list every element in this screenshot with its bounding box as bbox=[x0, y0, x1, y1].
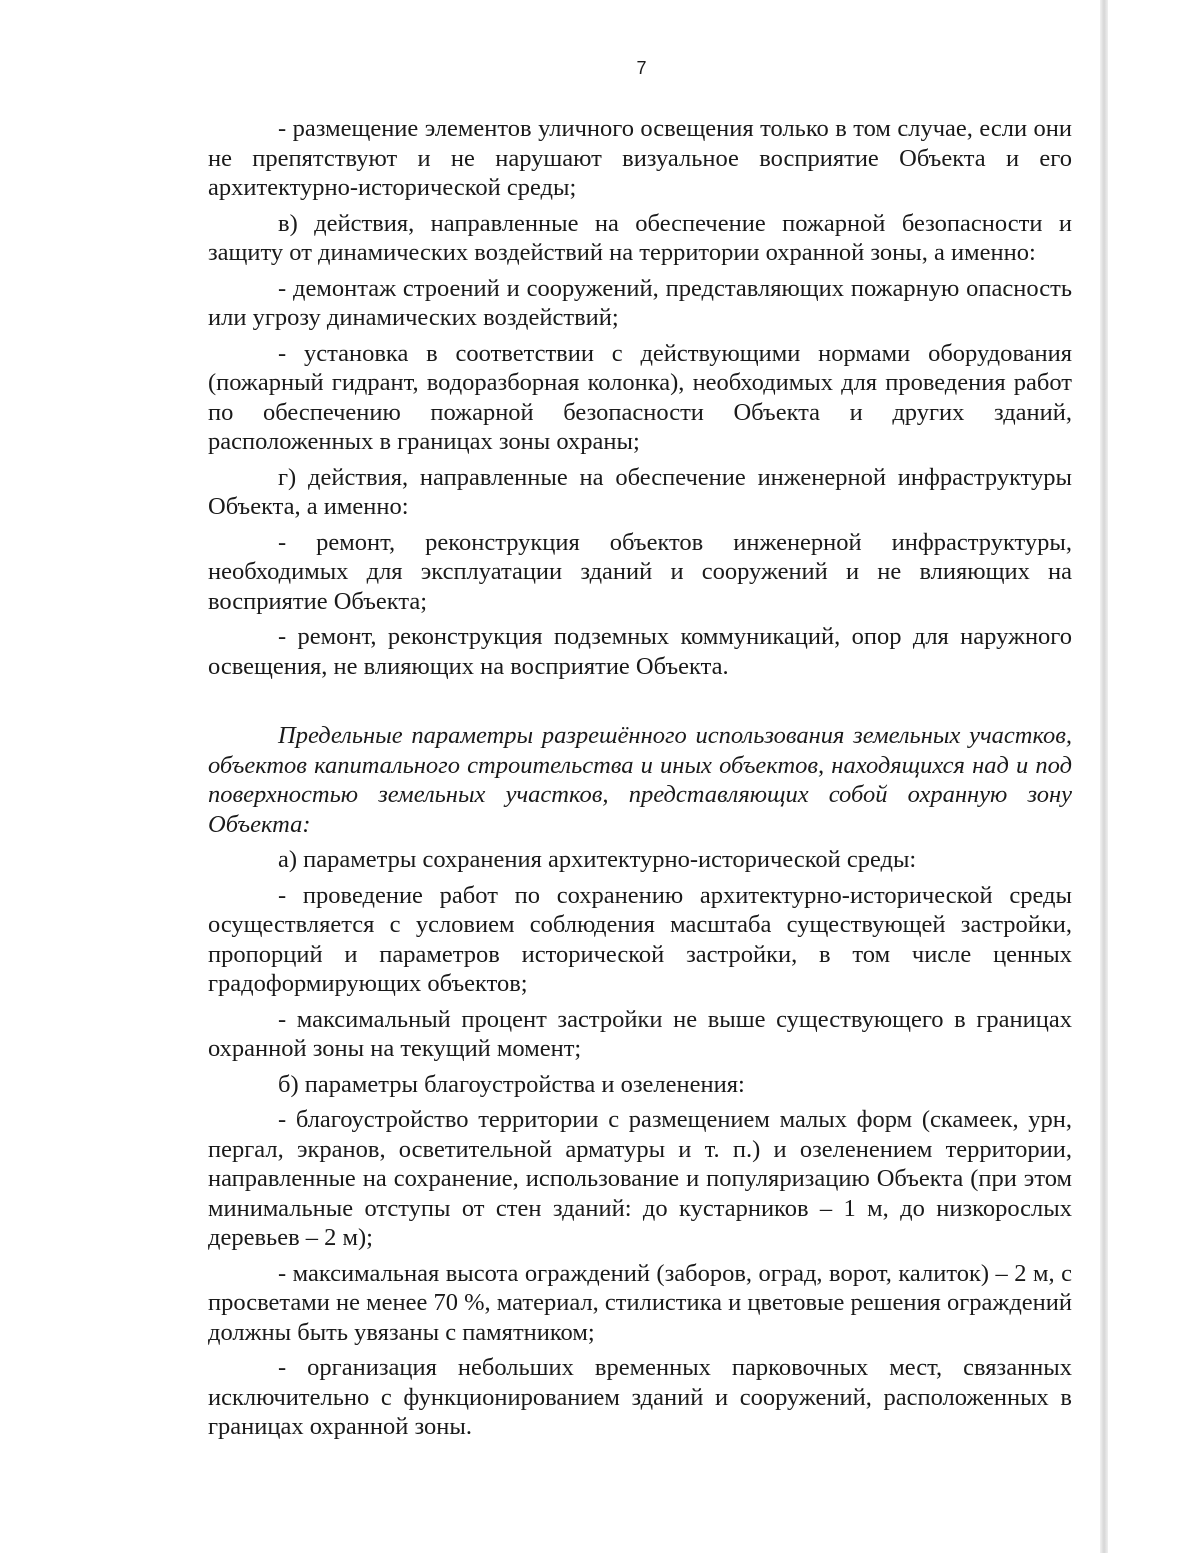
paragraph: - размещение элементов уличного освещения только в том случае, если они не препятствуют и не нарушают визуальное восприятие Объекта и его архитектурно-исторической среды; bbox=[208, 115, 1072, 201]
scan-edge bbox=[1100, 0, 1108, 1553]
paragraph: в) действия, направленные на обеспечение пожарной безопасности и защиту от динамических воздействий на территории охранной зоны, а именно: bbox=[208, 209, 1072, 266]
paragraph: - организация небольших временных парковочных мест, связанных исключительно с функционированием зданий и сооружений, расположенных в границах охранной зоны. bbox=[208, 1354, 1072, 1440]
paragraph: - благоустройство территории с размещением малых форм (скамеек, урн, пергал, экранов, осветительной арматуры и т. п.) и озеленением территории, направленные на сохранение, использование и популяризацию Объекта (при этом минимальные отступы от стен зданий: до кустарников – 1 м, до низкорослых деревьев – 2 м); bbox=[208, 1106, 1072, 1251]
document-body bbox=[208, 114, 1072, 1448]
paragraph: - ремонт, реконструкция объектов инженерной инфраструктуры, необходимых для эксплуатации зданий и сооружений и не влияющих на восприятие Объекта; bbox=[208, 528, 1072, 615]
paragraph: - ремонт, реконструкция подземных коммуникаций, опор для наружного освещения, не влияющих на восприятие Объекта. bbox=[208, 623, 1072, 680]
paragraph: - установка в соответствии с действующими нормами оборудования (пожарный гидрант, водоразборная колонка), необходимых для проведения работ по обеспечению пожарной безопасности Объекта и других зданий, расположенных в границах зоны охраны; bbox=[208, 339, 1072, 455]
section-heading: Предельные параметры разрешённого использования земельных участков, объектов капитального строительства и иных объектов, находящихся над и под поверхностью земельных участков, представляющих собой охранную зону Объекта: bbox=[208, 722, 1072, 838]
paragraph: г) действия, направленные на обеспечение инженерной инфраструктуры Объекта, а именно: bbox=[208, 463, 1072, 520]
paragraph: - демонтаж строений и сооружений, представляющих пожарную опасность или угрозу динамических воздействий; bbox=[208, 274, 1072, 331]
paragraph: - проведение работ по сохранению архитектурно-исторической среды осуществляется с условием соблюдения масштаба существующей застройки, пропорций и параметров исторической застройки, в том числе ценных градоформирующих объектов; bbox=[208, 881, 1072, 997]
paragraph: б) параметры благоустройства и озеленения: bbox=[278, 1070, 745, 1098]
section-spacer bbox=[208, 687, 1072, 721]
paragraph: - максимальная высота ограждений (заборов, оград, ворот, калиток) – 2 м, с просветами не менее 70 %, материал, стилистика и цветовые решения ограждений должны быть увязаны с памятником; bbox=[208, 1259, 1072, 1346]
paragraph: - максимальный процент застройки не выше существующего в границах охранной зоны на текущий момент; bbox=[208, 1005, 1072, 1062]
paragraph: а) параметры сохранения архитектурно-исторической среды: bbox=[278, 846, 917, 873]
page-number: 7 bbox=[636, 58, 647, 78]
